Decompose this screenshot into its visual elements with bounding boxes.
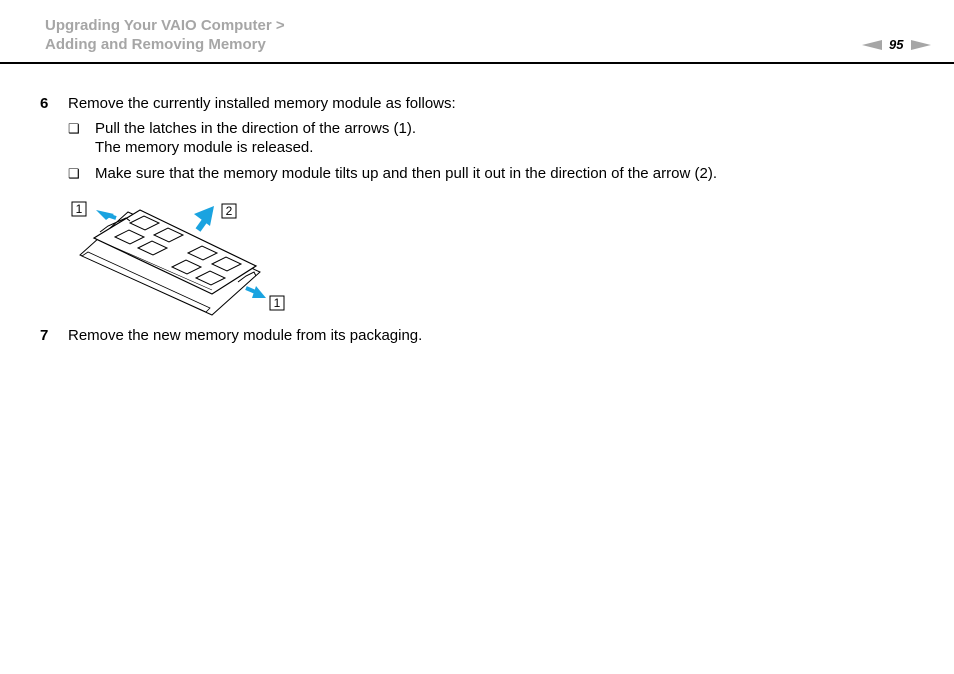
callout-2: [222, 204, 236, 218]
callout-1-top-left: [72, 202, 86, 216]
page-number: 95: [889, 37, 904, 52]
bullet-line: Pull the latches in the direction of the arrows (1).: [95, 120, 416, 137]
breadcrumb: [45, 16, 285, 54]
page-navigation: [862, 37, 931, 53]
arrow-1-left-icon: [96, 210, 116, 220]
svg-text:1: 1: [75, 202, 83, 216]
checkbox-bullet-icon: ❑: [68, 121, 80, 136]
checkbox-bullet-icon: ❑: [68, 166, 80, 181]
bullet-line: Make sure that the memory module tilts up and then pull it out in the direction of the arrow (2).: [95, 165, 717, 182]
callout-1-bottom-right: [270, 296, 284, 310]
step-text: Remove the currently installed memory module as follows:: [68, 95, 456, 112]
bullet-line: The memory module is released.: [95, 139, 314, 156]
svg-text:2: 2: [225, 204, 233, 218]
step-number: 7: [40, 327, 49, 344]
step-text: Remove the new memory module from its packaging.: [68, 327, 423, 344]
memory-module-illustration: [60, 190, 320, 325]
breadcrumb-section[interactable]: Upgrading Your VAIO Computer >: [45, 17, 285, 34]
step-number: 6: [40, 95, 49, 112]
arrow-1-right-icon: [246, 286, 266, 298]
next-page-icon[interactable]: [911, 40, 931, 50]
previous-page-icon[interactable]: [862, 40, 882, 50]
arrow-2-up-icon: [194, 206, 214, 230]
breadcrumb-subsection[interactable]: Adding and Removing Memory: [45, 36, 266, 53]
svg-text:1: 1: [273, 296, 281, 310]
header-divider: [0, 62, 954, 64]
